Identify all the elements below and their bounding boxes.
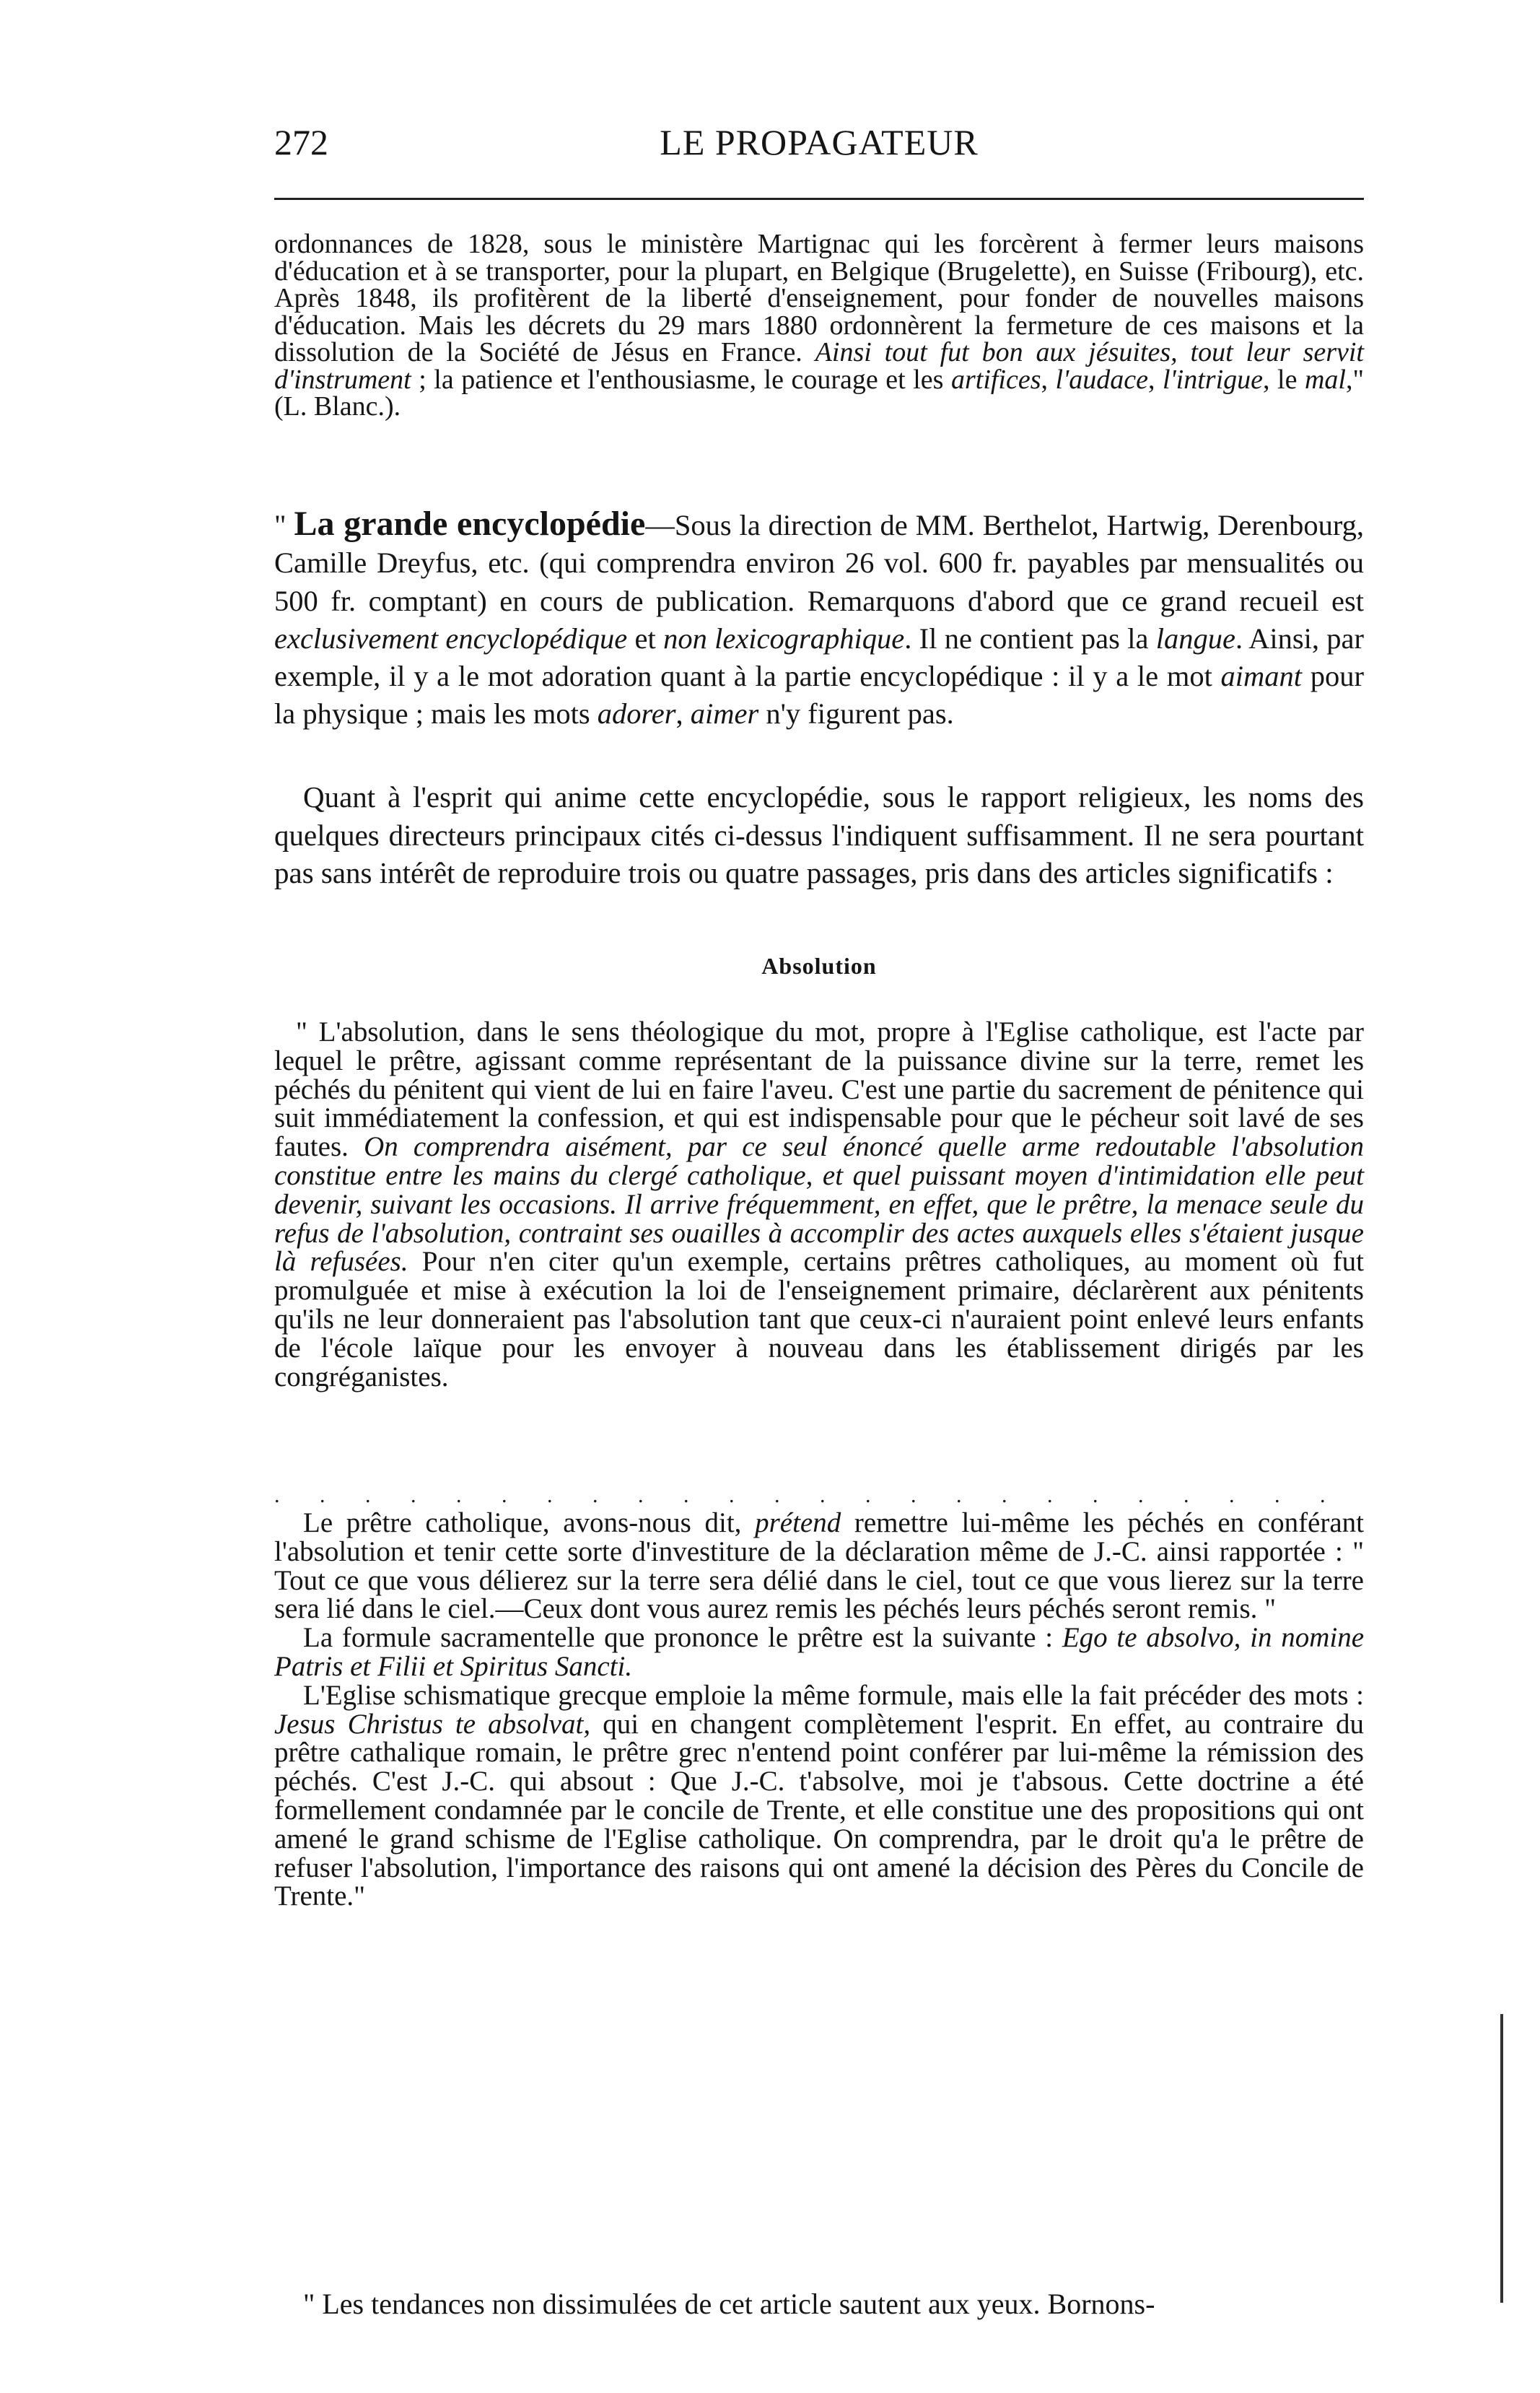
text-run: L'Eglise schismatique grecque emploie la même formule, mais elle la fait précéder des mots : [303,1679,1364,1711]
italic-run: l'intrigue [1163,364,1264,395]
text-run: , [1147,364,1163,395]
italic-run: artifices [950,364,1041,395]
text-run: Le prêtre catholique, avons-nous dit, [303,1507,756,1538]
italic-run: langue [1155,622,1235,655]
text-run: ," (L. Blanc.). [274,364,1364,422]
paragraph-jesuits [274,231,1364,421]
text-run: , [1041,364,1056,395]
paragraph [274,1681,1364,1911]
page-header [274,121,1364,165]
paragraph-esprit [274,778,1364,892]
text-run: —Sous la direction de MM. Berthelot, Hartwig, Derenbourg, Camille Dreyfus, etc. (qui comprendra environ 26 vol. 600 fr. payables par mensualités ou 500 fr. comptant) en cours de publication. Remarquons d'abord que ce grand recueil est [274,509,1365,617]
text-run: . Il ne contient pas la [904,622,1156,655]
italic-run: Jesus Christus te absolvat, [274,1708,591,1740]
text-run: , le [1263,364,1305,395]
ellipsis-dots: . . . . . . . . . . . . . . . . . . . . . . . . [274,1483,1343,1507]
italic-run: Ainsi tout fut bon aux jésuites, tout leur servit d'instrument [274,337,1364,395]
paragraph [274,1509,1364,1623]
text-run: n'y figurent pas. [758,697,954,731]
text-run: pour la physique ; mais les mots [274,660,1364,731]
text-run: " [274,509,294,541]
page-number: 272 [274,122,328,162]
paragraph-tendances [274,2288,1364,2320]
text-run: La formule sacramentelle que prononce le prêtre est la suivante : [303,1622,1062,1654]
section-heading: Absolution [761,953,877,979]
scan-margin-mark [1500,2014,1503,2303]
text-run: Pour n'en citer qu'un exemple, certains prêtres catholiques, au moment où fut promulguée et mise à exécution la loi de l'enseignement primaire, déclarèrent aux pénitents qu'ils ne leur donneraient pas l'absolution tant que ceux-ci n'auraient point enlevé leurs enfants de l'école laïque pour les envoyer à nouveau dans les établissement dirigés par les congréganistes. [274,1246,1365,1392]
text-run: " Les tendances non dissimulées de cet article sautent aux yeux. Bornons- [303,2288,1155,2320]
italic-run: adorer [597,697,676,731]
italic-run: aimer [690,697,759,731]
italic-run: exclusivement encyclopédique [274,622,628,655]
text-run: Quant à l'esprit qui anime cette encyclopédie, sous le rapport religieux, les noms des quelques directeurs principaux cités ci-dessus l'indiquent suffisamment. Il ne sera pourtant pas sans intérêt de reproduire trois ou quatre passages, pris dans des articles significatifs : [274,780,1364,889]
text-run: qui en changent complètement l'esprit. En effet, au contraire du prêtre cathalique romain, le prêtre grec n'entend point conférer par lui-même la rémission des péchés. C'est J.-C. qui absout : Que J.-C. t'absolve, moi je t'absous. Cette doctrine a été formellement condamnée par le concile de Trente, et elle constitue une des propositions qui ont amené le grand schisme de l'Eglise catholique. On comprendra, par le droit qu'a le prêtre de refuser l'absolution, l'importance des raisons qui ont amené la décision des Pères du Concile de Trente." [274,1708,1364,1912]
paragraph-absolution-quote [274,1018,1364,1391]
italic-run: mal [1304,364,1346,395]
text-run: et [627,622,664,655]
italic-run: prétend [755,1507,841,1538]
paragraphs-pretre [274,1509,1364,1911]
text-run: remettre lui-même les péchés en conférant l'absolution et tenir cette sorte d'investiture de la déclaration même de J.-C. ainsi rapportée : " Tout ce que vous délierez sur la terre sera délié dans le ciel, tout ce que vous lierez sur la terre sera lié dans le ciel.—Ceux dont vous aurez remis les péchés leurs péchés seront remis. " [274,1507,1364,1625]
italic-run: Ego te absolvo, in nomine Patris et Filii et Spiritus Sancti. [274,1622,1365,1682]
italic-run: non lexicographique [663,622,905,655]
italic-run: On comprendra aisément, par ce seul énoncé quelle arme redoutable l'absolution constitue entre les mains du clergé catholique, et quel puissant moyen d'intimidation elle peut devenir, suivant les occasions. Il arrive fréquemment, en effet, que le prêtre, la menace seule du refus de l'absolution, contraint ses ouailles à accomplir des actes auxquels elles s'étaient jusque là refusées. [274,1131,1364,1278]
text-run: , [675,697,691,731]
running-title: LE PROPAGATEUR [660,122,979,162]
italic-run: l'audace [1055,364,1148,395]
text-run: ; la patience et l'enthousiasme, le courage et les [411,364,951,395]
text-run: " L'absolution, dans le sens théologique du mot, propre à l'Eglise catholique, est l'acte par lequel le prêtre, agissant comme représentant de la puissance divine sur la terre, remet les péchés du pénitent qui vient de lui en faire l'aveu. C'est une partie du sacrement de pénitence qui suit immédiatement la confession, et qui est indispensable pour que le pécheur soit lavé de ses fautes. [274,1016,1364,1163]
article-title: La grande encyclopédie [294,505,646,543]
italic-run: aimant [1220,660,1303,693]
header-rule [274,198,1364,200]
text-run: ordonnances de 1828, sous le ministère Martignac qui les forcèrent à fermer leurs maisons d'éducation et à se transporter, pour la plupart, en Belgique (Brugelette), en Suisse (Fribourg), etc. Après 1848, ils profitèrent de la liberté d'enseignement, pour fonder de nouvelles maisons d'éducation. Mais les décrets du 29 mars 1880 ordonnèrent la fermeture de ces maisons et la dissolution de la Société de Jésus en France. [274,229,1364,367]
text-run: . Ainsi, par exemple, il y a le mot adoration quant à la partie encyclopédique : il y a le mot [274,622,1365,693]
paragraph-encyclopedie [274,505,1364,733]
paragraph [274,1623,1364,1681]
